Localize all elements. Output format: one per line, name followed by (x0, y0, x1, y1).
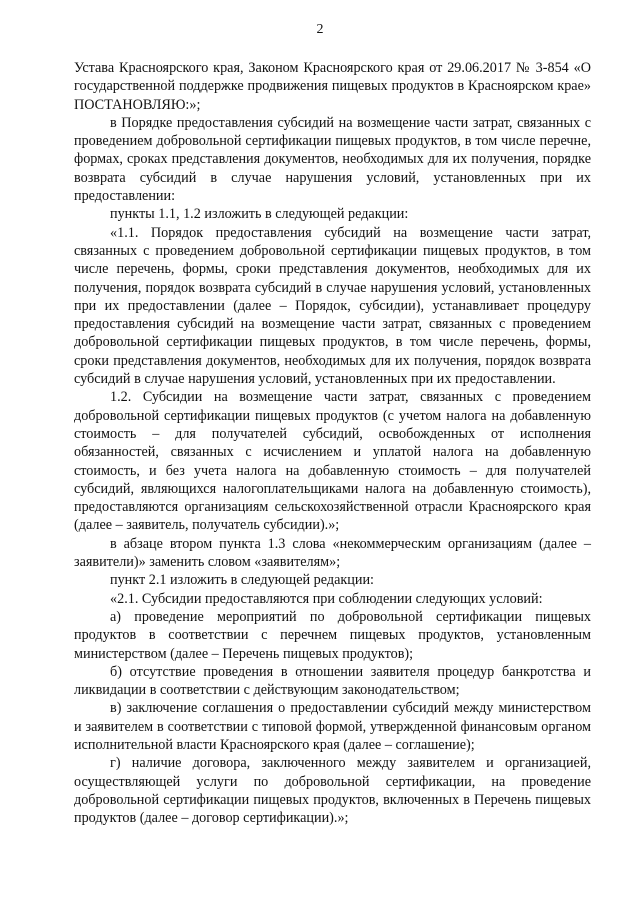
paragraph-condition-v: в) заключение соглашения о предоставлении субсидий между министерством и заявителем в соответствии с типовой формой, утвержденной финансовым органом исполнительной власти Красноярского края (далее – соглашение); (74, 700, 591, 753)
paragraph-items-1-1-1-2: пункты 1.1, 1.2 изложить в следующей редакции: (110, 206, 409, 223)
paragraph-clause-2-1: «2.1. Субсидии предоставляются при соблюдении следующих условий: (110, 590, 543, 607)
paragraph-condition-b: б) отсутствие проведения в отношении заявителя процедур банкротства и ликвидации в соответствии с действующим законодательством; (74, 663, 591, 699)
document-body (74, 59, 591, 827)
paragraph-statute-reference: Устава Красноярского края, Законом Красноярского края от 29.06.2017 № 3-854 «О государственной поддержке продвижения пищевых продуктов в Красноярском крае» ПОСТАНОВЛЯЮ:»; (74, 60, 591, 113)
paragraph-condition-a: а) проведение мероприятий по добровольной сертификации пищевых продуктов в соответствии с перечнем пищевых продуктов, установленным министерством (далее – Перечень пищевых продуктов); (74, 608, 591, 662)
paragraph-item-2-1: пункт 2.1 изложить в следующей редакции: (110, 572, 374, 589)
paragraph-clause-1-2: 1.2. Субсидии на возмещение части затрат, связанных с проведением добровольной сертификации пищевых продуктов (с учетом налога на добавленную стоимость – для получателей субсидий, освобожденных от исполнения обязанностей, связанных с исчислением и уплатой налога на добавленную стоимость, и без учета налога на добавленную стоимость – для получателей субсидий, являющихся налогоплательщиками налога на добавленную стоимость), предоставляются организациям сельскохозяйственной отрасли Красноярского края (далее – заявитель, получатель субсидии).»; (74, 389, 591, 534)
paragraph-condition-g: г) наличие договора, заключенного между заявителем и организацией, осуществляющей услуги по добровольной сертификации, на проведение добровольной сертификации пищевых продуктов, включенных в Перечень пищевых продуктов (далее – договор сертификации).»; (74, 755, 591, 827)
page-number: 2 (316, 22, 324, 37)
paragraph-procedure-intro: в Порядке предоставления субсидий на возмещение части затрат, связанных с проведением добровольной сертификации пищевых продуктов, в том числе перечне, формах, сроках представления документов, необходимых для их получения, порядке возврата субсидий в случае нарушения условий, установленных при их предоставлении: (74, 114, 591, 205)
paragraph-clause-1-1: «1.1. Порядок предоставления субсидий на возмещение части затрат, связанных с проведением добровольной сертификации пищевых продуктов, в том числе перечень, формы, сроки представления документов, необходимых для их получения, порядок возврата субсидий в случае нарушения условий, установленных при их предоставлении (далее – Порядок, субсидии), устанавливает процедуру предоставления субсидий на возмещение части затрат, связанных с проведением добровольной сертификации пищевых продуктов, в том числе перечень, формы, сроки представления документов, необходимых для их получения, порядок возврата субсидий в случае нарушения условий, установленных при их предоставлении. (74, 224, 591, 388)
paragraph-clause-1-3-change: в абзаце втором пункта 1.3 слова «некоммерческим организациям (далее – заявители)» заменить словом «заявителям»; (74, 535, 591, 571)
